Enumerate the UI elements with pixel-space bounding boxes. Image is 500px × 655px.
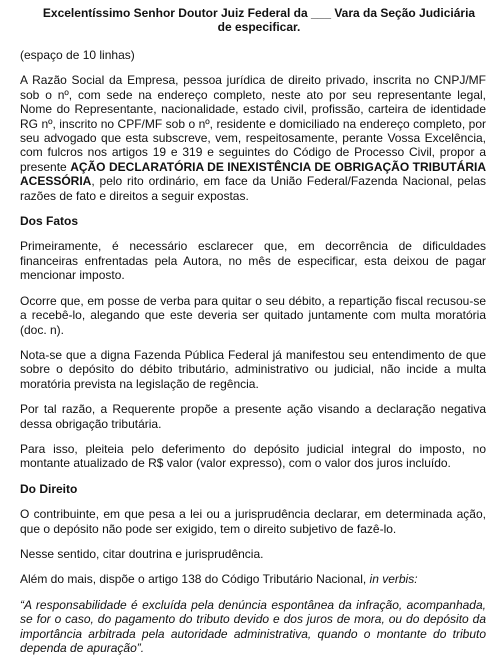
fatos-paragraph-5: Para isso, pleiteia pelo deferimento do depósito judicial integral do imposto, no montante atualizado de R$ valor (valor expresso), com o valor dos juros incluído. xyxy=(20,441,486,471)
heading-line-2: de especificar. xyxy=(217,20,301,34)
spacing-note: (espaço de 10 linhas) xyxy=(20,48,135,62)
document-heading xyxy=(20,6,486,34)
legal-quote: “A responsabilidade é excluída pela denúncia espontânea da infração, acompanhada, se for o caso, do pagamento do tributo devido e dos juros de mora, ou do depósito da importância arbitrada pela autoridade administrativa, quando o montante do tributo dependa de apuração”. xyxy=(20,597,486,655)
intro-text-after: , pelo rito ordinário, em face da União Federal/Fazenda Nacional, pelas razões de fato e direitos a seguir expostas. xyxy=(20,174,486,203)
fatos-paragraph-4: Por tal razão, a Requerente propõe a presente ação visando a declaração negativa dessa obrigação tributária. xyxy=(20,402,486,431)
action-title: AÇÃO DECLARATÓRIA DE INEXISTÊNCIA DE OBRIGAÇÃO TRIBUTÁRIA ACESSÓRIA xyxy=(20,159,486,189)
fatos-paragraph-2: Ocorre que, em posse de verba para quitar o seu débito, a repartição fiscal recusou-se a recebê-lo, alegando que este deveria ser quitado juntamente com multa moratória (doc. n). xyxy=(20,293,486,337)
section-title-fatos: Dos Fatos xyxy=(20,214,79,229)
direito-paragraph-1: O contribuinte, em que pesa a lei ou a jurisprudência declarar, em determinada ação, que o depósito não pode ser exigido, tem o direito subjetivo de fazê-lo. xyxy=(20,507,486,536)
intro-text-before: A Razão Social da Empresa, pessoa jurídica de direito privado, inscrita no CNPJ/MF sob o nº, com sede na endereço completo, neste ato por seu representante legal, Nome do Representante, nacionalidade, estado civil, profissão, carteira de identidade RG nº, inscrito no CPF/MF sob o nº, residente e domiciliado na endereço completo, por seu advogado que esta subscreve, vem, respeitosamente, perante Vossa Excelência, com fulcros nos artigos 19 e 319 e seguintes do Código de Processo Civil, propor a presente xyxy=(20,73,486,174)
fatos-paragraph-1: Primeiramente, é necessário esclarecer que, em decorrência de dificuldades financeiras enfrentadas pela Autora, no mês de especificar, esta deixou de pagar mencionar imposto. xyxy=(20,239,486,283)
direito-paragraph-2: Nesse sentido, citar doutrina e jurisprudência. xyxy=(20,546,264,561)
article-reference xyxy=(20,572,486,586)
intro-paragraph xyxy=(20,73,486,203)
in-verbis: in verbis: xyxy=(369,572,418,587)
section-title-direito: Do Direito xyxy=(20,481,78,496)
fatos-paragraph-3: Nota-se que a digna Fazenda Pública Federal já manifestou seu entendimento de que sobre o depósito do débito tributário, administrativo ou judicial, não incide a multa moratória prevista na legislação de regência. xyxy=(20,347,486,391)
heading-line-1: Excelentíssimo Senhor Doutor Juiz Federal da ___ Vara da Seção Judiciária xyxy=(42,6,476,20)
article-text: Além do mais, dispõe o artigo 138 do Código Tributário Nacional, xyxy=(20,572,370,587)
